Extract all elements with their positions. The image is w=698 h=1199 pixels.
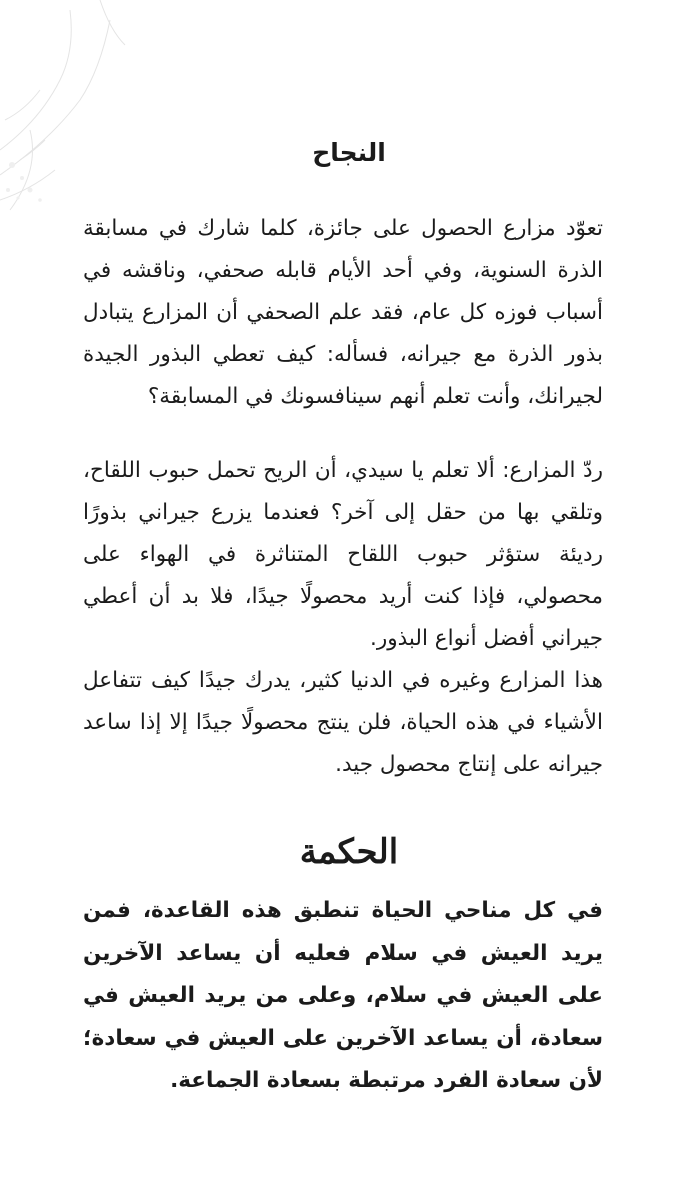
wisdom-paragraph bbox=[83, 890, 603, 1103]
page-title: النجاح bbox=[312, 138, 386, 167]
wisdom-text: في كل مناحي الحياة تنطبق هذه القاعدة، فمن يريد العيش في سلام فعليه أن يساعد الآخرين على العيش في سلام، وعلى من يريد العيش في سعادة، أن يساعد الآخرين على العيش في سعادة؛ لأن سعادة الفرد مرتبطة بسعادة الجماعة. bbox=[83, 898, 603, 1093]
corner-ornament-icon bbox=[0, 0, 160, 220]
story-paragraph-2 bbox=[83, 450, 603, 660]
paragraph-text: ردّ المزارع: ألا تعلم يا سيدي، أن الريح تحمل حبوب اللقاح، وتلقي بها من حقل إلى آخر؟ فعندما يزرع جيراني بذورًا رديئة ستؤثر حبوب اللقاح المتناثرة في الهواء على محصولي، فإذا كنت أريد محصولًا جيدًا، فلا بد أن أعطي جيراني أفضل أنواع البذور. bbox=[83, 458, 603, 651]
paragraph-text: هذا المزارع وغيره في الدنيا كثير، يدرك جيدًا كيف تتفاعل الأشياء في هذه الحياة، فلن ينتج محصولًا جيدًا إلا إذا ساعد جيرانه على إنتاج محصول جيد. bbox=[83, 668, 603, 777]
story-paragraph-1 bbox=[83, 208, 603, 418]
paragraph-text: تعوّد مزارع الحصول على جائزة، كلما شارك في مسابقة الذرة السنوية، وفي أحد الأيام قابله صحفي، وناقشه في أسباب فوزه كل عام، فقد علم الصحفي أن المزارع يتبادل بذور الذرة مع جيرانه، فسأله: كيف تعطي البذور الجيدة لجيرانك، وأنت تعلم أنهم سينافسونك في المسابقة؟ bbox=[83, 216, 603, 409]
wisdom-heading: الحكمة bbox=[299, 832, 399, 872]
story-paragraph-3 bbox=[83, 660, 603, 786]
